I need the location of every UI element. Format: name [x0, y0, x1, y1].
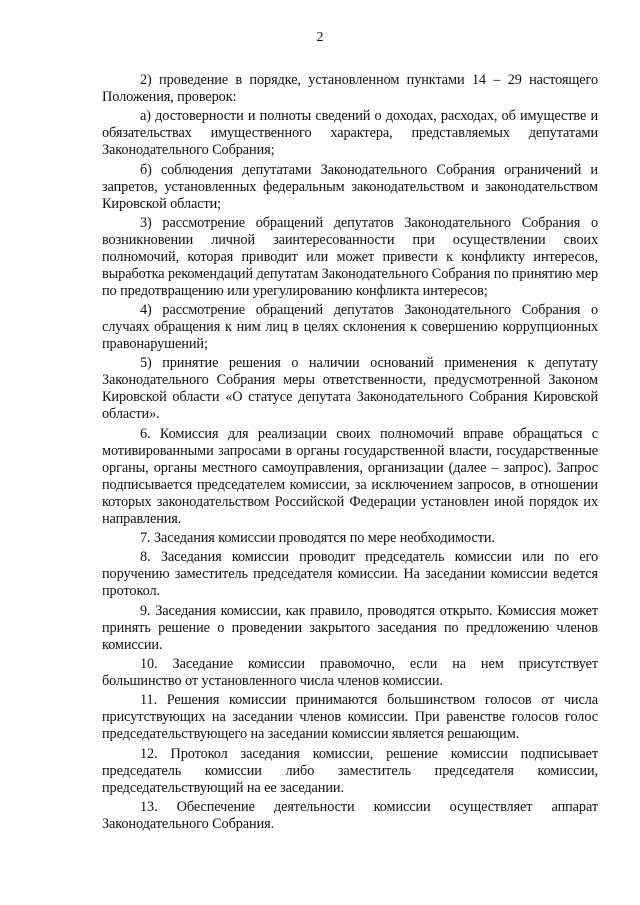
paragraph-12: 12. Протокол заседания комиссии, решение комиссии подписывает председатель комиссии либо заместитель председателя комиссии, председательствующий на ее заседании.	[102, 745, 598, 796]
paragraph-item-2: 2) проведение в порядке, установленном пунктами 14 – 29 настоящего Положения, проверок:	[102, 72, 598, 105]
paragraph-8: 8. Заседания комиссии проводит председатель комиссии или по его поручению заместитель председателя комиссии. На заседании комиссии ведется протокол.	[102, 549, 598, 600]
paragraph-subitem-b: б) соблюдения депутатами Законодательного Собрания ограничений и запретов, установленных федеральным законодательством и законодательством Кировской области;	[102, 161, 598, 212]
page-number: 2	[316, 30, 324, 45]
paragraph-10: 10. Заседание комиссии правомочно, если на нем присутствует большинство от установленного числа членов комиссии.	[102, 655, 598, 689]
paragraph-7: 7. Заседания комиссии проводятся по мере необходимости.	[140, 530, 495, 547]
paragraph-item-3: 3) рассмотрение обращений депутатов Законодательного Собрания о возникновении личной заинтересованности при осуществлении своих полномочий, которая приводит или может привести к конфликту интересов, выработка рекомендаций депутатам Законодательного Собрания по принятию мер по предотвращению или урегулированию конфликта интересов;	[102, 214, 599, 299]
paragraph-6: 6. Комиссия для реализации своих полномочий вправе обращаться с мотивированными запросами в органы государственной власти, государственные органы, органы местного самоуправления, организации (далее – запрос). Запрос подписывается председателем комиссии, за исключением запросов, в отношении которых законодательством Российской Федерации установлен иной порядок их направления.	[102, 425, 598, 527]
paragraph-item-4: 4) рассмотрение обращений депутатов Законодательного Собрания о случаях обращения к ним лиц в целях склонения к совершению коррупционных правонарушений;	[102, 302, 598, 353]
paragraph-11: 11. Решения комиссии принимаются большинством голосов от числа присутствующих на заседании членов комиссии. При равенстве голосов голос председательствующего на заседании комиссии является решающим.	[102, 692, 598, 743]
paragraph-13: 13. Обеспечение деятельности комиссии осуществляет аппарат Законодательного Собрания.	[102, 798, 598, 832]
paragraph-9: 9. Заседания комиссии, как правило, проводятся открыто. Комиссия может принять решение о проведении закрытого заседания по предложению членов комиссии.	[102, 602, 598, 653]
paragraph-item-5: 5) принятие решения о наличии оснований применения к депутату Законодательного Собрания меры ответственности, предусмотренной Законом Кировской области «О статусе депутата Законодательного Собрания Кировской области».	[102, 355, 598, 423]
paragraph-subitem-a: а) достоверности и полноты сведений о доходах, расходах, об имуществе и обязательствах имущественного характера, представляемых депутатами Законодательного Собрания;	[102, 108, 598, 159]
